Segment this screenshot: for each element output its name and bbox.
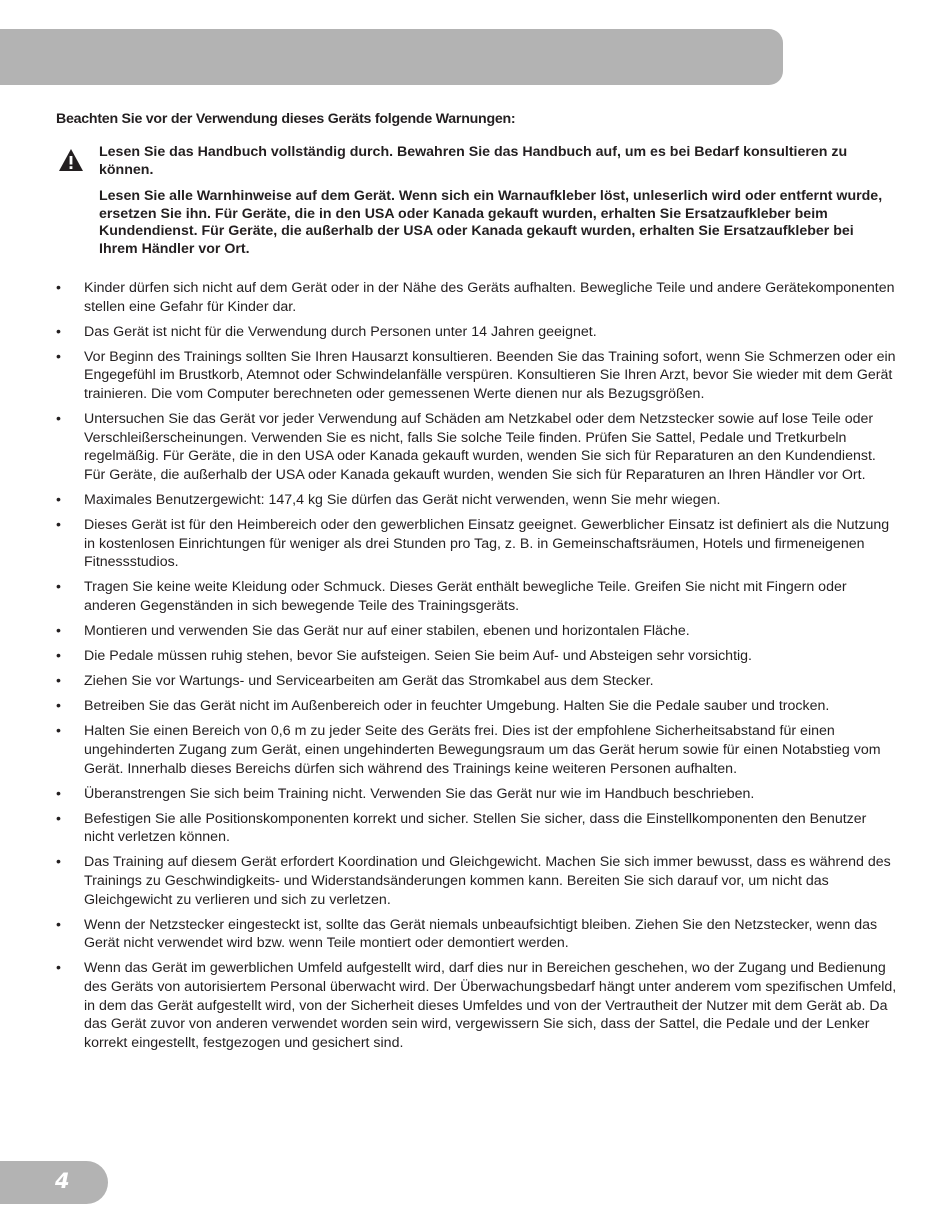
warning-block (56, 144, 896, 267)
list-item: • Die Pedale müssen ruhig stehen, bevor Sie aufsteigen. Seien Sie beim Auf- und Absteigen sehr vorsichtig. (56, 647, 900, 666)
list-item: • Untersuchen Sie das Gerät vor jeder Verwendung auf Schäden am Netzkabel oder dem Netzstecker sowie auf lose Teile oder Verschleißerscheinungen. Verwenden Sie es nicht, falls Sie solche Teile finden. Prüfen Sie Sattel, Pedale und Tretkurbeln regelmäßig. Für Geräte, die in den USA oder Kanada gekauft wurden, wenden Sie sich für Reparaturen an den Kundendienst. Für Geräte, die außerhalb der USA oder Kanada gekauft wurden, wenden Sie sich für Reparaturen an Ihren Händler vor Ort. (56, 410, 900, 484)
warning-paragraph: Lesen Sie alle Warnhinweise auf dem Gerät. Wenn sich ein Warnaufkleber löst, unleserlich wird oder entfernt wurde, ersetzen Sie ihn. Für Geräte, die in den USA oder Kanada gekauft wurden, erhalten Sie Ersatzaufkleber beim Kundendienst. Für Geräte, die außerhalb der USA oder Kanada gekauft wurden, erhalten Sie Ersatzaufkleber bei Ihrem Händler vor Ort. (99, 188, 883, 257)
warning-text (99, 144, 896, 258)
list-item: • Betreiben Sie das Gerät nicht im Außenbereich oder in feuchter Umgebung. Halten Sie die Pedale sauber und trocken. (56, 697, 900, 716)
list-item: • Befestigen Sie alle Positionskomponenten korrekt und sicher. Stellen Sie sicher, dass die Einstellkomponenten den Benutzer nicht verletzen können. (56, 810, 900, 847)
list-item: • Vor Beginn des Trainings sollten Sie Ihren Hausarzt konsultieren. Beenden Sie das Training sofort, wenn Sie Schmerzen oder ein Engegefühl im Brustkorb, Atemnot oder Schwindelanfälle verspüren. Konsultieren Sie Ihren Arzt, bevor Sie wieder mit dem Gerät trainieren. Die vom Computer berechneten oder gemessenen Werte dienen nur als Bezugsgrößen. (56, 348, 900, 404)
list-item: • Ziehen Sie vor Wartungs- und Servicearbeiten am Gerät das Stromkabel aus dem Stecker. (56, 672, 900, 691)
list-item: • Tragen Sie keine weite Kleidung oder Schmuck. Dieses Gerät enthält bewegliche Teile. Greifen Sie nicht mit Fingern oder anderen Gegenständen in sich bewegende Teile des Trainingsgeräts. (56, 578, 900, 615)
list-item: • Wenn das Gerät im gewerblichen Umfeld aufgestellt wird, darf dies nur in Bereichen geschehen, wo der Zugang und Bedienung des Geräts von autorisiertem Personal überwacht wird. Der Überwachungsbedarf hängt unter anderem vom spezifischen Umfeld, in dem das Gerät aufgestellt wird, von der Sicherheit dieses Umfeldes und von der Vertrautheit der Nutzer mit dem Gerät ab. Da das Gerät zuvor von anderen verwendet worden sein wird, vergewissern Sie sich, dass der Sattel, die Pedale und der Lenker korrekt eingestellt, festgezogen und gesichert sind. (56, 959, 900, 1052)
header-bar (0, 29, 783, 85)
warning-paragraph: Lesen Sie das Handbuch vollständig durch. Bewahren Sie das Handbuch auf, um es bei Bedarf konsultieren zu können. (99, 144, 848, 178)
list-item: • Überanstrengen Sie sich beim Training nicht. Verwenden Sie das Gerät nur wie im Handbuch beschrieben. (56, 785, 900, 804)
safety-bullet-list (56, 279, 900, 1059)
page-number: 4 (55, 1169, 70, 1193)
page-number-tab (0, 1161, 108, 1204)
list-item: • Maximales Benutzergewicht: 147,4 kg Sie dürfen das Gerät nicht verwenden, wenn Sie mehr wiegen. (56, 491, 900, 510)
list-item: • Das Training auf diesem Gerät erfordert Koordination und Gleichgewicht. Machen Sie sich immer bewusst, dass es während des Trainings zu Geschwindigkeits- und Widerstandsänderungen kommen kann. Bereiten Sie sich darauf vor, um nicht das Gleichgewicht zu verlieren und sich zu verletzen. (56, 853, 900, 909)
list-item: • Das Gerät ist nicht für die Verwendung durch Personen unter 14 Jahren geeignet. (56, 323, 900, 342)
warning-triangle-icon (58, 148, 84, 172)
list-item: • Dieses Gerät ist für den Heimbereich oder den gewerblichen Einsatz geeignet. Gewerblicher Einsatz ist definiert als die Nutzung in kostenlosen Einrichtungen für weniger als drei Stunden pro Tag, z. B. in Gemeinschaftsräumen, Hotels und firmeneigenen Fitnessstudios. (56, 516, 900, 572)
list-item: • Montieren und verwenden Sie das Gerät nur auf einer stabilen, ebenen und horizontalen Fläche. (56, 622, 900, 641)
list-item: • Kinder dürfen sich nicht auf dem Gerät oder in der Nähe des Geräts aufhalten. Bewegliche Teile und andere Gerätekomponenten stellen eine Gefahr für Kinder dar. (56, 279, 900, 316)
list-item: • Halten Sie einen Bereich von 0,6 m zu jeder Seite des Geräts frei. Dies ist der empfohlene Sicherheitsabstand für einen ungehinderten Zugang zum Gerät, einen ungehinderten Bewegungsraum um das Gerät herum sowie für einen Notabstieg vom Gerät. Innerhalb dieses Bereichs dürfen sich während des Trainings keine weiteren Personen aufhalten. (56, 722, 900, 778)
list-item: • Wenn der Netzstecker eingesteckt ist, sollte das Gerät niemals unbeaufsichtigt bleiben. Ziehen Sie den Netzstecker, wenn das Gerät nicht verwendet wird bzw. wenn Teile montiert oder demontiert werden. (56, 916, 900, 953)
page-heading: Beachten Sie vor der Verwendung dieses Geräts folgende Warnungen: (56, 111, 516, 127)
